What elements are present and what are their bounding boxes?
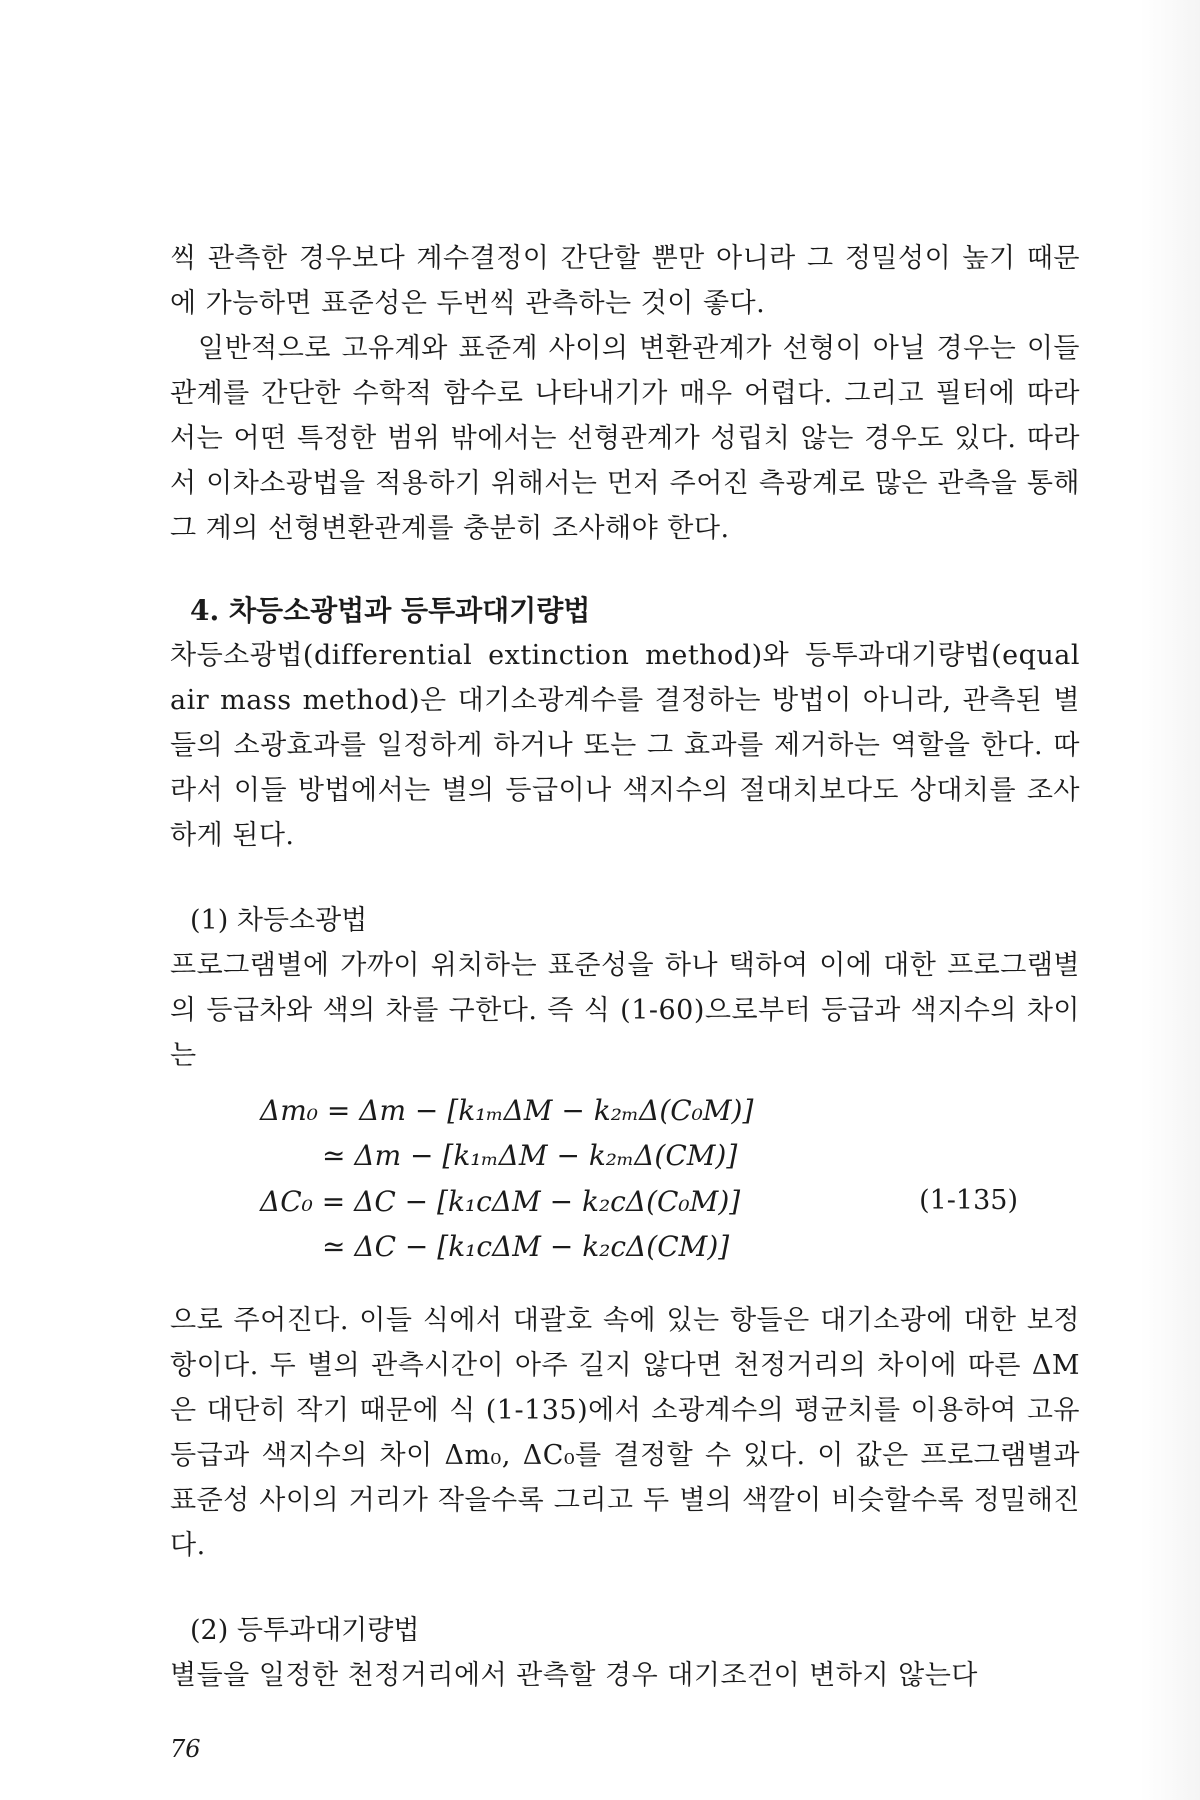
equation-line: ≃ ΔC − [k₁cΔM − k₂cΔ(CM)] — [322, 1230, 730, 1263]
section-heading: 4. 차등소광법과 등투과대기량법 — [190, 594, 591, 627]
page-content — [170, 236, 1080, 1698]
subsection-body-differential: 프로그램별에 가까이 위치하는 표준성을 하나 택하여 이에 대한 프로그램별의 등급차와 색의 차를 구한다. 즉 식 (1-60)으로부터 등급과 색지수의 차이는 — [170, 950, 1080, 1071]
subsection-heading-equal-air-mass: (2) 등투과대기량법 — [190, 1615, 420, 1646]
paragraph-after-equation: 으로 주어진다. 이들 식에서 대괄호 속에 있는 항들은 대기소광에 대한 보정항이다. 두 별의 관측시간이 아주 길지 않다면 천정거리의 차이에 따른 ΔM은 대단히 작기 때문에 식 (1-135)에서 소광계수의 평균치를 이용하여 고유등급과 색지수의 차이 Δm₀, ΔC₀를 결정할 수 있다. 이 값은 프로그램별과 표준성 사이의 거리가 작을수록 그리고 두 별의 색깔이 비슷할수록 정밀해진다. — [170, 1305, 1080, 1561]
subsection-heading-differential: (1) 차등소광법 — [190, 905, 368, 936]
paragraph-continuation: 씩 관측한 경우보다 계수결정이 간단할 뿐만 아니라 그 정밀성이 높기 때문에 가능하면 표준성은 두번씩 관측하는 것이 좋다. — [170, 243, 1080, 319]
equation-number: (1-135) — [919, 1185, 1018, 1216]
section-body: 차등소광법(differential extinction method)와 등투과대기량법(equal air mass method)은 대기소광계수를 결정하는 방법이 아니라, 관측된 별들의 소광효과를 일정하게 하거나 또는 그 효과를 제거하는 역할을 한다. 따라서 이들 방법에서는 별의 등급이나 색지수의 절대치보다도 상대치를 조사하게 된다. — [170, 640, 1080, 851]
equation-line: Δm₀ = Δm − [k₁ₘΔM − k₂ₘΔ(C₀M)] — [260, 1094, 754, 1127]
equation-line: ≃ Δm − [k₁ₘΔM − k₂ₘΔ(CM)] — [322, 1139, 738, 1172]
equation-block — [170, 1094, 1080, 1276]
subsection-body-equal-air-mass: 별들을 일정한 천정거리에서 관측할 경우 대기조건이 변하지 않는다 — [170, 1660, 978, 1691]
paragraph-nonlinear: 일반적으로 고유계와 표준계 사이의 변환관계가 선형이 아닐 경우는 이들 관계를 간단한 수학적 함수로 나타내기가 매우 어렵다. 그리고 필터에 따라서는 어떤 특정한 범위 밖에서는 선형관계가 성립치 않는 경우도 있다. 따라서 이차소광법을 적용하기 위해서는 먼저 주어진 측광계로 많은 관측을 통해 그 계의 선형변환관계를 충분히 조사해야 한다. — [170, 333, 1080, 544]
page-number: 76 — [170, 1735, 201, 1763]
equation-line: ΔC₀ = ΔC − [k₁cΔM − k₂cΔ(C₀M)] — [260, 1185, 741, 1218]
